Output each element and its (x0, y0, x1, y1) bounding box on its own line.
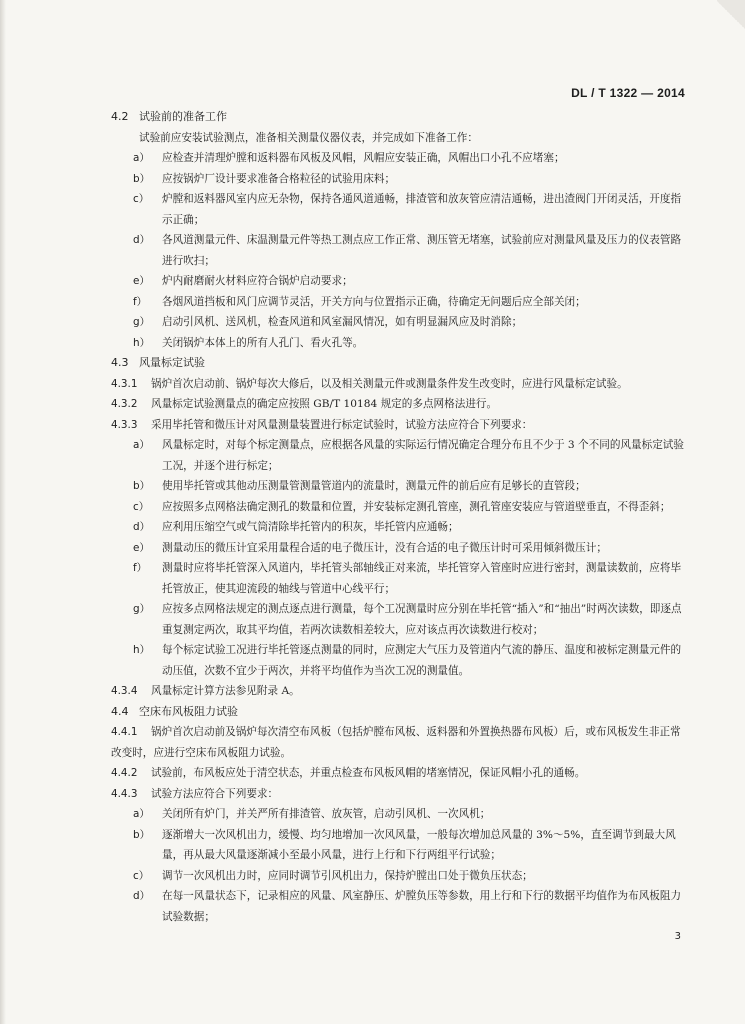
list-item-text: 测量动压的微压计宜采用量程合适的电子微压计，没有合适的电子微压计时可采用倾斜微压计； (162, 541, 607, 554)
list-item (111, 804, 691, 825)
numbered-clause (111, 374, 691, 395)
list-marker: h） (133, 336, 150, 349)
list-marker: d） (133, 890, 150, 902)
clause-number: 4.3.4 (111, 685, 138, 697)
list-item (111, 599, 691, 640)
section-heading (111, 107, 691, 128)
document-code: DL / T 1322 — 2014 (571, 86, 685, 100)
list-marker: e） (133, 541, 150, 554)
list-item (111, 538, 691, 559)
list-item-text: 应按锅炉厂设计要求准备合格粒径的试验用床料； (162, 172, 396, 185)
clause-number: 4.4.2 (111, 767, 138, 779)
list-item (111, 148, 691, 169)
paragraph: 试验前应安装试验测点，准备相关测量仪器仪表，并完成如下准备工作： (139, 131, 478, 144)
list-marker: b） (133, 172, 150, 185)
list-item-text: 炉膛和返料器风室内应无杂物，保持各通风道通畅，排渣管和放灰管应清洁通畅，进出渣阀门开闭灵活，开度指示正确； (162, 193, 682, 226)
list-item (111, 476, 691, 497)
section-title: 空床布风板阻力试验 (139, 704, 238, 718)
list-item (111, 640, 691, 681)
list-item (111, 517, 691, 538)
clause-text: 风量标定试验测量点的确定应按照 GB/T 10184 规定的多点网格法进行。 (151, 398, 498, 410)
section-number: 4.2 (111, 110, 129, 123)
numbered-clause (111, 763, 691, 784)
list-item (111, 189, 691, 230)
numbered-clause (111, 681, 691, 702)
list-marker: f） (133, 562, 148, 574)
list-marker: g） (133, 603, 150, 615)
list-marker: c） (133, 869, 150, 882)
list-item (111, 497, 691, 518)
clause-number: 4.4.1 (111, 726, 138, 738)
clause-text: 试验前，布风板应处于清空状态，并重点检查布风板风帽的堵塞情况，保证风帽小孔的通畅。 (151, 767, 586, 779)
list-item-text: 应利用压缩空气或气筒清除毕托管内的积灰，毕托管内应通畅； (162, 521, 459, 533)
section-title: 风量标定试验 (139, 356, 205, 369)
numbered-clause (111, 394, 691, 415)
numbered-clause (111, 784, 691, 805)
scan-shadow (0, 0, 6, 1024)
list-marker: b） (133, 480, 150, 492)
list-item-text: 各风道测量元件、床温测量元件等热工测点应工作正常、测压管无堵塞，试验前应对测量风量及压力的仪表管路进行吹扫； (162, 234, 682, 267)
list-item-text: 炉内耐磨耐火材料应符合锅炉启动要求； (162, 275, 353, 287)
list-item-text: 应按多点网格法规定的测点逐点进行测量，每个工况测量时应分别在毕托管“插入”和“抽出”时两次读数，即逐点重复测定两次，取其平均值，若两次读数相差较大，应对该点再次读数进行校对； (162, 603, 682, 636)
list-item (111, 230, 691, 271)
list-item-text: 关闭锅炉本体上的所有人孔门、看火孔等。 (162, 336, 364, 349)
clause-text: 锅炉首次启动前、锅炉每次大修后，以及相关测量元件或测量条件发生改变时，应进行风量标定试验。 (151, 377, 628, 390)
list-item-text: 使用毕托管或其他动压测量管测量管道内的流量时，测量元件的前后应有足够长的直管段； (162, 480, 586, 492)
numbered-clause (111, 415, 691, 436)
list-marker: e） (133, 275, 150, 287)
clause-text: 试验方法应符合下列要求： (151, 787, 279, 800)
list-item-text: 各烟风道挡板和风门应调节灵活，开关方向与位置指示正确，待确定无问题后应全部关闭； (162, 295, 586, 308)
list-item-text: 每个标定试验工况进行毕托管逐点测量的同时，应测定大气压力及管道内气流的静压、温度和被标定测量元件的动压值，次数不宜少于两次，并将平均值作为当次工况的测量值。 (162, 644, 682, 677)
clause-text: 锅炉首次启动前及锅炉每次清空布风板（包括炉膛布风板、返料器和外置换热器布风板）后，或布风板发生非正常改变时，应进行空床布风板阻力试验。 (111, 726, 681, 759)
section-title: 试验前的准备工作 (139, 110, 227, 123)
list-item-text: 在每一风量状态下，记录相应的风量、风室静压、炉膛负压等参数，用上行和下行的数据平均值作为布风板阻力试验数据； (162, 890, 682, 923)
list-item (111, 333, 691, 354)
list-item-text: 逐渐增大一次风机出力，缓慢、均匀地增加一次风风量，一般每次增加总风量的 3%～5%，直至调节到最大风量，再从最大风量逐渐减小至最小风量，进行上行和下行两组平行试验； (162, 828, 676, 861)
list-item (111, 312, 691, 333)
clause-number: 4.3.2 (111, 398, 138, 410)
list-marker: d） (133, 234, 150, 246)
clause-number: 4.3.1 (111, 377, 138, 390)
list-item-text: 风量标定时，对每个标定测量点，应根据各风量的实际运行情况确定合理分布且不少于 3 个不同的风量标定试验工况，并逐个进行标定； (162, 439, 684, 472)
numbered-clause (111, 722, 691, 763)
list-marker: a） (133, 439, 150, 451)
list-item (111, 886, 691, 927)
list-item-text: 启动引风机、送风机，检查风道和风室漏风情况，如有明显漏风应及时消除； (162, 316, 523, 328)
list-marker: d） (133, 521, 150, 533)
list-item-text: 应按照多点网格法确定测孔的数量和位置，并安装标定测孔管座，测孔管座安装应与管道壁垂直，不得歪斜； (162, 500, 671, 513)
list-marker: a） (133, 808, 150, 820)
list-marker: f） (133, 295, 148, 308)
list-item (111, 292, 691, 313)
list-marker: b） (133, 828, 150, 841)
body-text (111, 107, 691, 927)
list-item-text: 测量时应将毕托管深入风道内，毕托管头部轴线正对来流，毕托管穿入管座时应进行密封，测量读数前，应将毕托管放正，使其迎流段的轴线与管道中心线平行； (162, 562, 682, 595)
clause-text: 采用毕托管和微压计对风量测量装置进行标定试验时，试验方法应符合下列要求： (151, 418, 533, 431)
list-item (111, 866, 691, 887)
section-number: 4.4 (111, 704, 129, 718)
list-item-text: 调节一次风机出力时，应同时调节引风机出力，保持炉膛出口处于微负压状态； (162, 869, 533, 882)
section-heading (111, 353, 691, 374)
list-item (111, 169, 691, 190)
list-item (111, 558, 691, 599)
clause-number: 4.3.3 (111, 418, 138, 431)
clause-number: 4.4.3 (111, 787, 138, 800)
list-marker: h） (133, 644, 150, 656)
list-item-text: 应检查并清理炉膛和返料器布风板及风帽，风帽应安装正确，风帽出口小孔不应堵塞； (162, 152, 565, 164)
list-marker: g） (133, 316, 150, 328)
page-number: 3 (674, 931, 681, 942)
folded-corner (717, 0, 745, 30)
section-number: 4.3 (111, 356, 129, 369)
list-item (111, 435, 691, 476)
list-item (111, 825, 691, 866)
list-item (111, 271, 691, 292)
section-heading (111, 702, 691, 723)
list-marker: c） (133, 193, 150, 205)
list-marker: c） (133, 500, 150, 513)
list-marker: a） (133, 152, 150, 164)
clause-text: 风量标定计算方法参见附录 A。 (151, 685, 300, 697)
list-item-text: 关闭所有炉门，并关严所有排渣管、放灰管，启动引风机、一次风机； (162, 808, 491, 820)
